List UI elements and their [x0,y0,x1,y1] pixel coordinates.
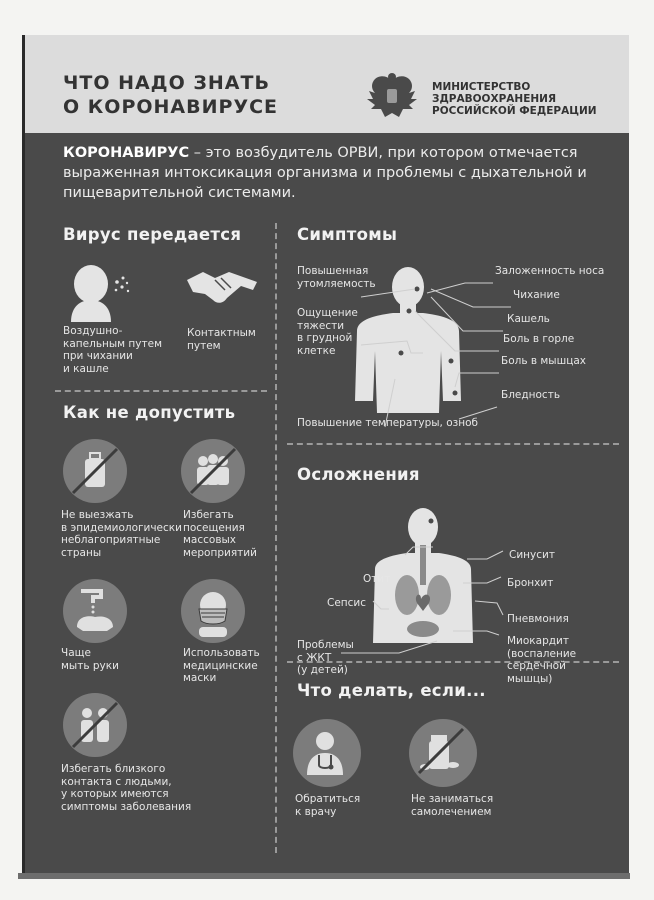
no-self-medication-icon [409,719,477,787]
intro-term: КОРОНАВИРУС [63,145,190,161]
caption-line: к врачу [295,805,337,818]
caption-line: Избегать [183,509,234,521]
symptom-nasal-congestion-label: Заложенность носа [495,265,605,277]
no-travel-suitcase-icon [63,439,127,503]
caption-line: Контактным [187,327,256,339]
label-line: Повышенная [297,265,369,277]
symptom-fever-label: Повышение температуры, озноб [297,417,479,429]
symptom-sneezing-label: Чихание [513,289,560,301]
intro-text [63,143,603,203]
caption-line: Избегать близкого [61,763,166,775]
prevention-contact-caption [61,763,191,813]
transmission-title: Вирус передается [63,225,242,244]
symptom-chest-label [297,307,358,357]
complication-sepsis-label: Сепсис [327,597,367,609]
whattodo-doctor-caption [295,793,360,818]
caption-line: в эпидемиологически [61,521,182,534]
caption-line: страны [61,546,102,559]
label-line: с ЖКТ [297,651,332,664]
intro-definition: – это возбудитель ОРВИ, при котором отмечается выраженная интоксикация организма и проблемы с дыхательной и пищеварительной системами. [63,145,587,201]
caption-line: самолечением [411,805,492,818]
symptom-cough-label: Кашель [507,313,550,325]
title-line-1: ЧТО НАДО ЗНАТЬ [63,72,270,94]
label-line: утомляемость [297,277,376,290]
caption-line: у которых имеются [61,788,169,800]
transmission-airborne-caption [63,325,162,375]
prevention-wash-caption [61,647,119,672]
column-divider [275,223,277,853]
ministry-name [432,81,622,117]
no-close-contact-icon [63,693,127,757]
caption-line: Не выезжать [61,509,134,521]
label-line: (у детей) [297,664,348,676]
complication-otitis-label: Отит [363,573,391,585]
page-scan-shadow [18,873,630,879]
symptom-muscle-pain-label: Боль в мышцах [501,355,587,367]
symptoms-title: Симптомы [297,225,398,244]
caption-line: путем [187,339,221,352]
complication-pneumonia-label: Пневмония [507,613,569,625]
coronavirus-poster [22,35,629,875]
label-line: клетке [297,344,336,357]
caption-line: Воздушно- [63,325,123,337]
whattodo-title: Что делать, если... [297,681,486,700]
prevention-mask-caption [183,647,260,685]
caption-line: капельным путем [63,337,162,350]
left-section-divider [55,390,267,392]
label-line: (воспаление [507,647,577,660]
no-crowds-icon [181,439,245,503]
caption-line: симптомы заболевания [61,800,192,813]
label-line: Проблемы [297,639,354,651]
label-line: в грудной [297,332,353,344]
symptom-fatigue-label [297,265,376,290]
prevention-crowds-caption [183,509,257,559]
transmission-contact-caption [187,327,256,352]
label-line: Миокардит [507,635,569,647]
label-line: Ощущение [297,307,358,319]
caption-line: при чихании [63,350,133,362]
complication-myocarditis-label [507,635,576,685]
symptom-sore-throat-label: Боль в горле [503,333,575,345]
caption-line: медицинские [183,659,258,672]
complication-sinusitis-label: Синусит [509,549,555,561]
caption-line: неблагоприятные [61,534,161,546]
caption-line: Чаще [61,647,91,659]
handshake-icon [185,268,259,312]
label-line: сердечной [507,660,566,672]
ministry-line-2: ЗДРАВООХРАНЕНИЯ [432,93,557,105]
prevention-title: Как не допустить [63,403,236,422]
caption-line: маски [183,672,217,684]
prevention-travel-caption [61,509,182,559]
poster-title [63,71,303,119]
ministry-line-3: РОССИЙСКОЙ ФЕДЕРАЦИИ [432,105,597,117]
whattodo-self-medication-caption [411,793,493,818]
caption-line: Обратиться [295,793,361,805]
complication-bronchitis-label: Бронхит [507,577,554,589]
caption-line: мероприятий [183,546,257,559]
medical-mask-icon [181,579,245,643]
caption-line: мыть руки [61,659,119,672]
label-line: тяжести [297,319,345,332]
caption-line: контакта с людьми, [61,775,172,788]
label-line: мышцы) [507,672,553,685]
symptom-pallor-label: Бледность [501,389,561,401]
caption-line: массовых [183,534,237,546]
double-headed-eagle-emblem-icon [363,67,421,125]
doctor-icon [293,719,361,787]
hand-washing-icon [63,579,127,643]
complication-gi-label [297,639,354,677]
caption-line: и кашле [63,362,109,375]
right-section-divider-1 [287,443,619,445]
sneezing-head-icon [61,260,131,322]
caption-line: Не заниматься [411,793,494,805]
ministry-line-1: МИНИСТЕРСТВО [432,81,531,93]
title-line-2: О КОРОНАВИРУСЕ [63,96,279,118]
caption-line: Использовать [183,647,260,659]
caption-line: посещения [183,521,245,534]
poster-header [25,35,629,133]
complications-title: Осложнения [297,465,420,484]
